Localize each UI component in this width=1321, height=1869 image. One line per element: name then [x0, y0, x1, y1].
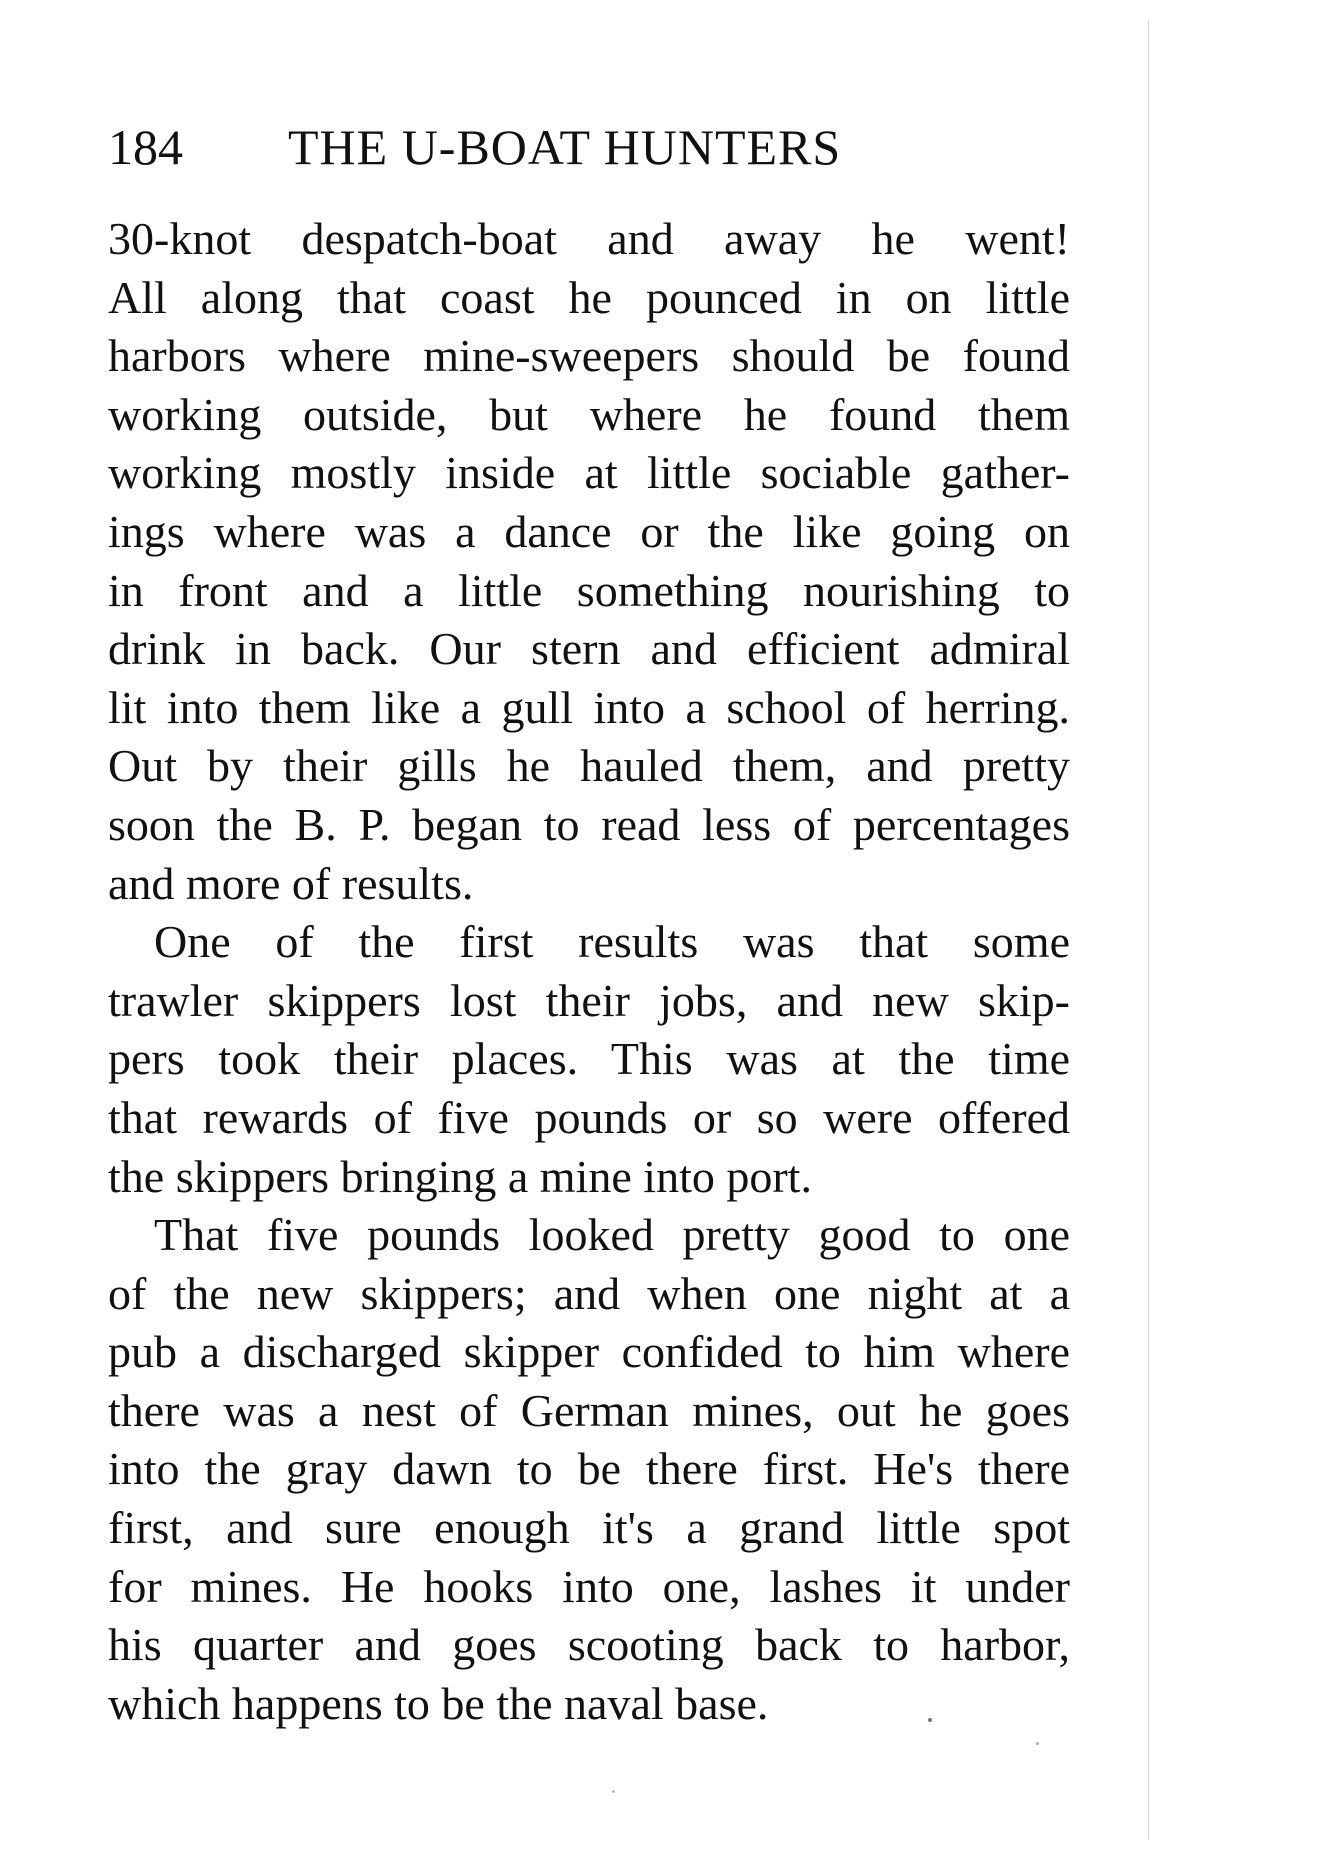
- text-line: first, and sure enough it's a grand little spot: [108, 1502, 1070, 1554]
- text-line: ings where was a dance or the like going on: [108, 505, 1070, 557]
- scan-speck: [1036, 1742, 1039, 1745]
- running-title: THE U-BOAT HUNTERS: [288, 119, 842, 175]
- text-line: the skippers bringing a mine into port.: [108, 1150, 812, 1202]
- text-line: soon the B. P. began to read less of percentages: [108, 798, 1070, 850]
- body-text: [108, 210, 1070, 1733]
- text-line: which happens to be the naval base.: [108, 1677, 769, 1729]
- text-line: pub a discharged skipper confided to him where: [108, 1326, 1070, 1378]
- paragraph-3: [108, 1206, 1070, 1733]
- text-line: for mines. He hooks into one, lashes it under: [108, 1560, 1070, 1612]
- text-line: of the new skippers; and when one night at a: [108, 1267, 1070, 1319]
- text-line: drink in back. Our stern and efficient admiral: [108, 623, 1070, 675]
- text-line: his quarter and goes scooting back to harbor,: [108, 1619, 1070, 1671]
- text-line: there was a nest of German mines, out he goes: [108, 1384, 1070, 1436]
- scan-speck: [928, 1718, 932, 1722]
- text-line: pers took their places. This was at the time: [108, 1033, 1070, 1085]
- text-line: lit into them like a gull into a school of herring.: [108, 681, 1070, 733]
- text-line: Out by their gills he hauled them, and pretty: [108, 740, 1070, 792]
- text-line: harbors where mine-sweepers should be found: [108, 330, 1070, 382]
- text-line: That five pounds looked pretty good to one: [154, 1209, 1070, 1261]
- text-line: working outside, but where he found them: [108, 388, 1070, 440]
- page-number: 184: [108, 119, 183, 175]
- scan-edge-line: [1148, 20, 1149, 1840]
- text-line: One of the first results was that some: [154, 916, 1070, 968]
- paragraph-2: [108, 913, 1070, 1206]
- text-line: trawler skippers lost their jobs, and new skip-: [108, 974, 1070, 1026]
- text-line: All along that coast he pounced in on little: [108, 271, 1070, 323]
- text-line: 30-knot despatch-boat and away he went!: [108, 213, 1070, 264]
- paragraph-1: [108, 210, 1070, 913]
- text-line: working mostly inside at little sociable gather-: [108, 447, 1070, 499]
- text-line: and more of results.: [108, 857, 474, 909]
- text-line: into the gray dawn to be there first. He's there: [108, 1443, 1070, 1495]
- text-line: that rewards of five pounds or so were offered: [108, 1091, 1070, 1143]
- scan-speck: [612, 1790, 615, 1793]
- text-line: in front and a little something nourishing to: [108, 564, 1070, 616]
- running-head: [108, 112, 1068, 182]
